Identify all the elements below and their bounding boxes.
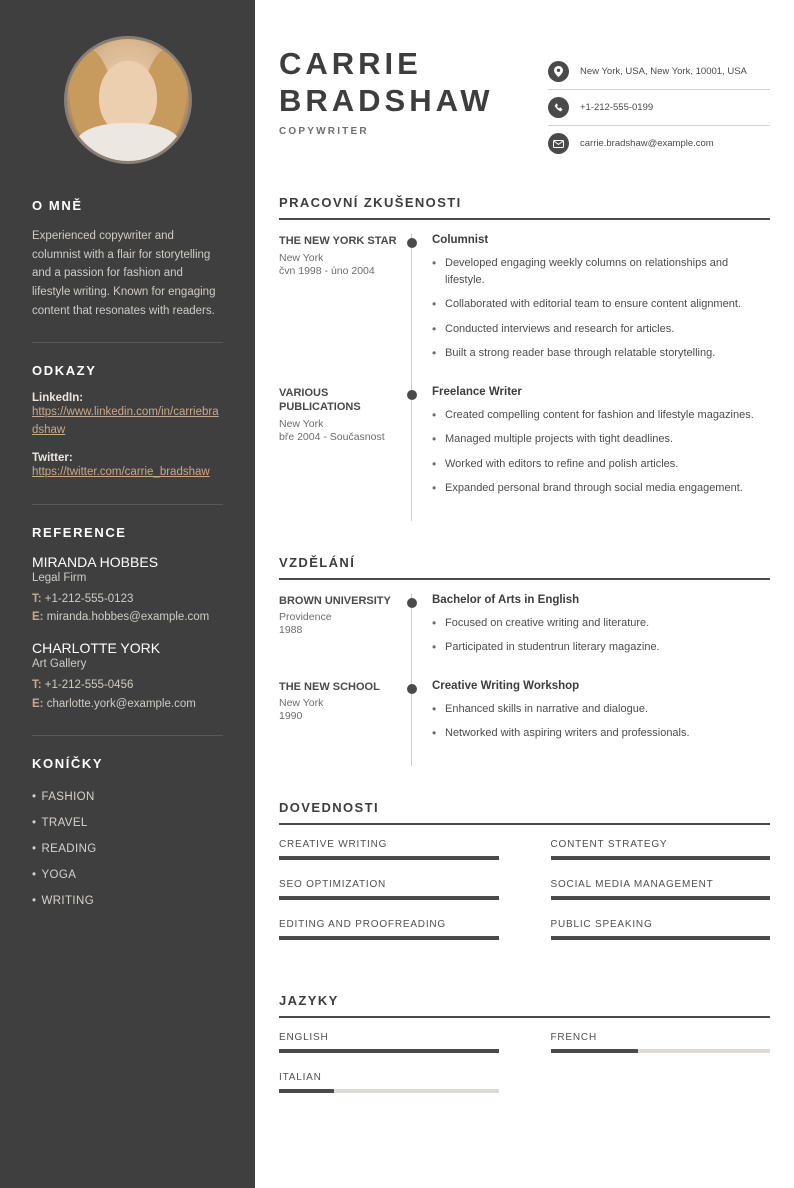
bullet-icon: • (32, 791, 37, 804)
timeline-dot-icon (407, 238, 417, 248)
reference-email-label: E: (32, 610, 44, 623)
entry-bullet: • Built a strong reader base through relatable storytelling. (432, 345, 770, 362)
skill-fill (551, 856, 771, 860)
language-fill (279, 1089, 334, 1093)
skill-track (551, 896, 771, 900)
phone-icon (548, 97, 569, 118)
entry-bullet: • Worked with editors to refine and polish articles. (432, 456, 770, 473)
entry-bullet: • Created compelling content for fashion and lifestyle magazines. (432, 407, 770, 424)
name-block (279, 38, 548, 161)
hobbies-section (32, 756, 223, 914)
entry-body (411, 386, 770, 521)
entry-organization: THE NEW SCHOOL (279, 680, 380, 693)
entry-bullet: • Networked with aspiring writers and professionals. (432, 725, 770, 742)
timeline-dot-icon (407, 390, 417, 400)
first-name: CARRIE (279, 46, 422, 81)
list-item (32, 889, 223, 915)
section-title-experience: PRACOVNÍ ZKUŠENOSTI (279, 195, 462, 210)
entry-body (411, 680, 770, 766)
contact-phone: +1-212-555-0199 (580, 102, 654, 113)
language-label: FRENCH (550, 1031, 597, 1043)
list-item (32, 863, 223, 889)
entry-bullet: • Managed multiple projects with tight deadlines. (432, 431, 770, 448)
avatar-container (32, 36, 223, 164)
skill-item (525, 879, 771, 900)
reference-name: CHARLOTTE YORK (32, 640, 161, 657)
hobbies-heading: KONÍČKY (32, 756, 104, 772)
contact-list (548, 38, 770, 161)
reference-company: Legal Firm (32, 571, 87, 584)
skill-label: PUBLIC SPEAKING (550, 918, 653, 930)
entry-organization: THE NEW YORK STAR (279, 235, 397, 247)
page-title (279, 46, 548, 119)
skill-item (279, 919, 525, 940)
section-title-education: VZDĚLÁNÍ (279, 554, 356, 570)
entry-body (411, 234, 770, 386)
hobby-label: READING (41, 842, 97, 855)
skill-label: SEO OPTIMIZATION (279, 878, 387, 890)
reference-email-row (32, 608, 223, 626)
language-fill (551, 1049, 639, 1053)
entry-meta (279, 386, 411, 521)
skill-track (279, 856, 499, 860)
reference-phone-row (32, 590, 223, 608)
about-text: Experienced copywriter and columnist with a flair for storytelling and a passion for fashion and lifestyle writing. Known for engaging content that resonates with readers. (32, 230, 216, 317)
language-item (279, 1032, 525, 1053)
last-name: BRADSHAW (279, 82, 494, 118)
skill-item (525, 839, 771, 860)
hobby-label: TRAVEL (41, 817, 88, 829)
entry-bullet: • Focused on creative writing and literature. (432, 615, 770, 632)
entry-bullet: • Expanded personal brand through social media engagement. (432, 480, 770, 497)
language-track (279, 1049, 499, 1053)
bullet-icon: • (32, 894, 37, 907)
about-section (32, 198, 223, 320)
section-title-languages: JAZYKY (279, 992, 339, 1008)
section-rule (279, 1016, 770, 1018)
reference-email-label: E: (32, 697, 44, 710)
skill-track (551, 856, 771, 860)
reference-phone: +1-212-555-0456 (44, 679, 134, 692)
link-label-twitter: Twitter: (32, 451, 73, 464)
language-fill (279, 1049, 499, 1053)
hobby-label: WRITING (41, 894, 95, 907)
link-url-linkedin[interactable]: https://www.linkedin.com/in/carriebradshaw (32, 406, 219, 436)
link-url-twitter[interactable]: https://twitter.com/carrie_bradshaw (32, 465, 210, 478)
entry-meta (279, 234, 411, 386)
entry-body (411, 594, 770, 680)
entry-title: Columnist (432, 234, 489, 246)
section-rule (279, 823, 770, 825)
reference-phone-label: T: (32, 679, 42, 692)
experience-entry (279, 234, 770, 386)
divider (32, 504, 223, 505)
skill-item (279, 879, 525, 900)
entry-title: Freelance Writer (432, 385, 522, 398)
skill-track (279, 936, 499, 940)
skill-fill (279, 896, 499, 900)
contact-email: carrie.bradshaw@example.com (580, 138, 714, 149)
entry-dates: bře 2004 - Současnost (279, 431, 385, 444)
list-item (32, 785, 223, 811)
section-rule (279, 578, 770, 580)
reference-phone-row (32, 676, 223, 694)
languages-grid (279, 1032, 770, 1112)
reference-item (32, 640, 223, 713)
references-section (32, 525, 223, 714)
reference-phone-label: T: (32, 592, 42, 605)
entry-bullet: • Enhanced skills in narrative and dialogue. (432, 701, 770, 718)
entry-dates: 1988 (279, 624, 303, 637)
skill-fill (551, 896, 771, 900)
skill-label: EDITING AND PROOFREADING (279, 918, 446, 930)
bullet-icon: • (32, 817, 37, 829)
entry-location: New York (279, 418, 324, 431)
skills-grid (279, 839, 770, 959)
entry-organization: BROWN UNIVERSITY (279, 594, 391, 607)
link-label-linkedin: LinkedIn: (32, 392, 84, 405)
skill-fill (279, 856, 499, 860)
entry-organization: VARIOUS PUBLICATIONS (279, 386, 361, 414)
section-title-skills: DOVEDNOSTI (279, 799, 379, 815)
timeline-dot-icon (407, 598, 417, 608)
avatar-body (76, 123, 180, 164)
language-label: ENGLISH (279, 1031, 329, 1043)
contact-row-address (548, 54, 770, 90)
main-content (255, 0, 794, 1188)
entry-location: Providence (279, 611, 332, 624)
entry-meta (279, 594, 411, 680)
skill-fill (279, 936, 499, 940)
education-entry (279, 594, 770, 680)
entry-bullet: • Conducted interviews and research for articles. (432, 321, 770, 338)
references-heading: REFERENCE (32, 524, 127, 540)
envelope-icon (548, 133, 569, 154)
skill-track (279, 896, 499, 900)
header (279, 38, 770, 161)
bullet-icon: • (32, 842, 37, 855)
job-role: COPYWRITER (279, 126, 369, 138)
list-item (32, 811, 223, 837)
divider (32, 342, 223, 343)
language-label: ITALIAN (279, 1071, 322, 1083)
language-item (525, 1032, 771, 1053)
skill-item (279, 839, 525, 860)
entry-dates: čvn 1998 - úno 2004 (279, 264, 375, 277)
skill-label: CREATIVE WRITING (279, 838, 388, 850)
entry-title: Creative Writing Workshop (432, 679, 580, 692)
location-pin-icon (548, 61, 569, 82)
bullet-icon: • (32, 868, 37, 881)
reference-email-row (32, 695, 223, 713)
language-track (279, 1089, 499, 1093)
reference-name: MIRANDA HOBBES (32, 553, 159, 570)
reference-item (32, 554, 223, 627)
skill-fill (551, 936, 771, 940)
language-track (551, 1049, 771, 1053)
reference-phone: +1-212-555-0123 (44, 592, 134, 605)
about-heading: O MNĚ (32, 198, 83, 213)
entry-title: Bachelor of Arts in English (432, 593, 580, 606)
timeline-dot-icon (407, 684, 417, 694)
entry-dates: 1990 (279, 710, 303, 723)
entry-location: New York (279, 697, 324, 710)
entry-bullet: • Developed engaging weekly columns on relationships and lifestyle. (432, 255, 770, 288)
skill-track (551, 936, 771, 940)
hobby-label: YOGA (41, 868, 77, 881)
reference-email: charlotte.york@example.com (46, 697, 196, 710)
contact-row-email (548, 126, 770, 161)
divider (32, 735, 223, 736)
entry-bullet: • Participated in studentrun literary magazine. (432, 639, 770, 656)
skill-label: SOCIAL MEDIA MANAGEMENT (550, 878, 714, 890)
sidebar (0, 0, 255, 1188)
section-rule (279, 218, 770, 220)
entry-meta (279, 680, 411, 766)
contact-address: New York, USA, New York, 10001, USA (580, 66, 747, 77)
avatar (64, 36, 192, 164)
education-entry (279, 680, 770, 766)
hobby-label: FASHION (41, 791, 95, 804)
entry-location: New York (279, 251, 324, 264)
links-section (32, 363, 223, 481)
reference-company: Art Gallery (32, 658, 87, 671)
links-heading: ODKAZY (32, 363, 97, 379)
contact-row-phone (548, 90, 770, 126)
skill-item (525, 919, 771, 940)
experience-entry (279, 386, 770, 521)
language-item (279, 1072, 525, 1093)
reference-email: miranda.hobbes@example.com (46, 610, 210, 623)
skill-label: CONTENT STRATEGY (550, 838, 668, 850)
entry-bullet: • Collaborated with editorial team to ensure content alignment. (432, 296, 770, 313)
list-item (32, 837, 223, 863)
